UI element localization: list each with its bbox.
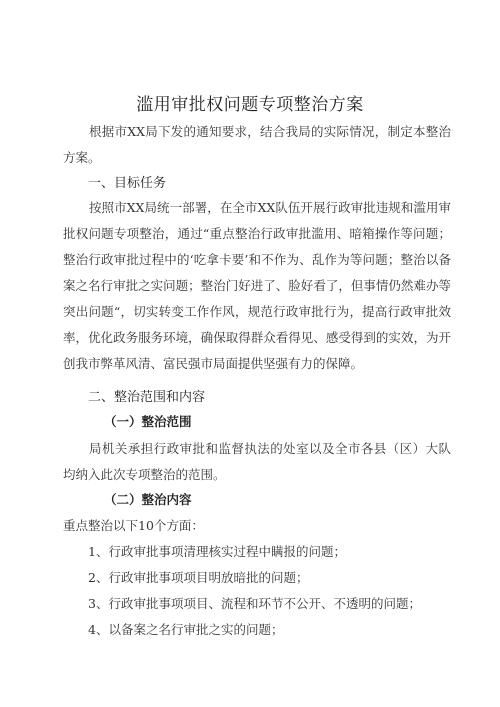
list-item: 1、行政审批事项清理核实过程中瞒报的问题； [88, 544, 346, 559]
content-lead: 重点整治以下10个方面： [63, 518, 204, 533]
intro-paragraph: 根据市XX局下发的通知要求，结合我局的实际情况，制定本整治方案。 [63, 124, 451, 165]
section-heading-goals: 一、目标任务 [88, 176, 167, 191]
section-heading-scope-content: 二、整治范围和内容 [88, 390, 206, 405]
list-item: 3、行政审批事项项目、流程和环节不公开、不透明的问题； [88, 596, 421, 611]
subsection-heading-content: （二）整治内容 [104, 492, 192, 507]
scope-paragraph: 局机关承担行政审批和监督执法的处室以及全市各县（区）大队均纳入此次专项整治的范围。 [63, 441, 451, 482]
list-item: 2、行政审批事项项目明放暗批的问题； [88, 570, 309, 585]
goals-paragraph: 按照市XX局统一部署，在全市XX队伍开展行政审批违规和滥用审批权问题专项整治，通过“重点整治行政审批滥用、暗箱操作等问题；整治行政审批过程中的‘吃拿卡要’和不作为、乱作为等问题；整治以备案之名行审批之实问题；整治门好进了、脸好看了，但事情仍然难办等突出问题“，切实转变工作作风，规范行政审批行为，提高行政审批效率，优化政务服务环境，确保取得群众看得见、感受得到的实效，为开创我市弊革风清、富民强市局面提供坚强有力的保障。 [63, 200, 451, 371]
list-item: 4、以备案之名行审批之实的问题； [88, 622, 284, 637]
document-title: 滥用审批权问题专项整治方案 [136, 95, 364, 115]
subsection-heading-scope: （一）整治范围 [104, 414, 192, 429]
